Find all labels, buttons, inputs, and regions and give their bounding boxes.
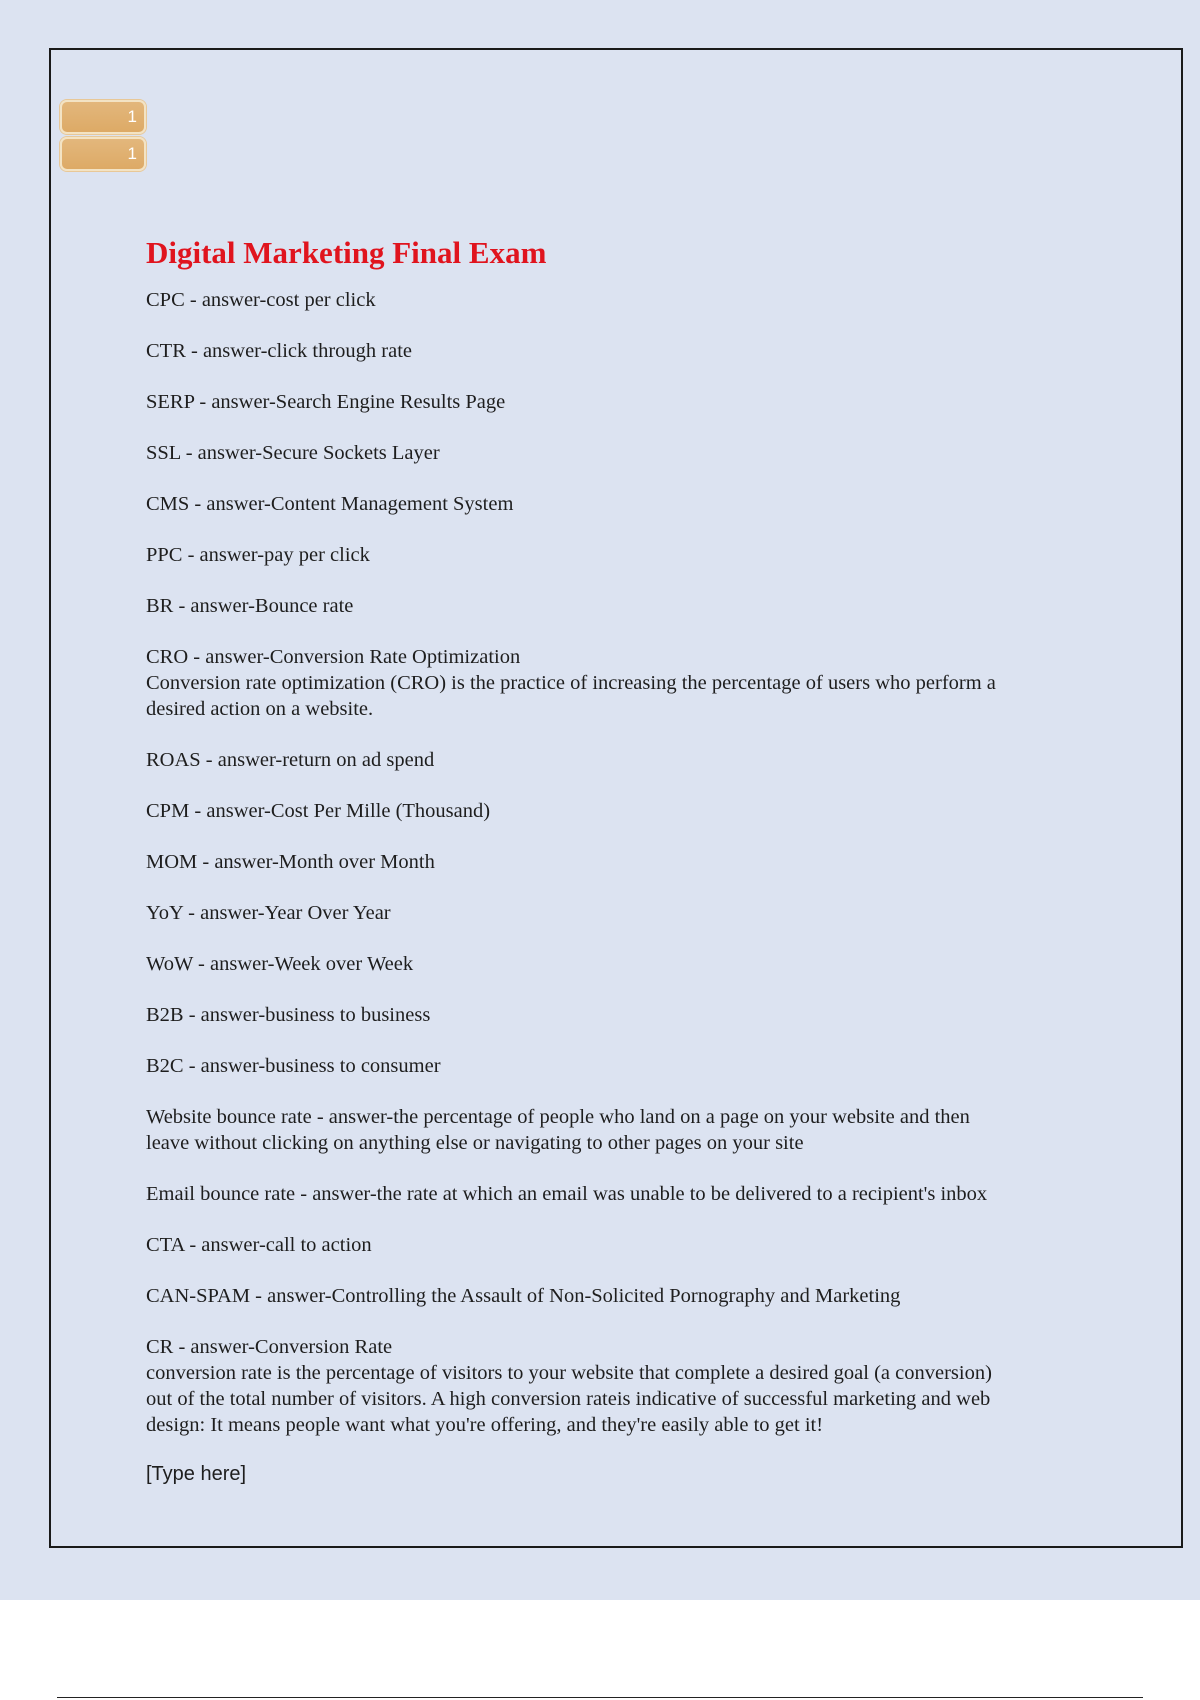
term-explanation-line: design: It means people want what you're offering, and they're easily able to get it! — [146, 1414, 824, 1436]
term-definition: WoW - answer-Week over Week — [146, 953, 414, 975]
term-definition: CMS - answer-Content Management System — [146, 493, 514, 515]
footer-rule — [57, 1697, 1143, 1698]
term-entry — [146, 1334, 1121, 1438]
term-entry — [146, 338, 1121, 364]
term-entry — [146, 440, 1121, 466]
document-page — [49, 48, 1183, 1548]
term-definition: CRO - answer-Conversion Rate Optimization — [146, 646, 521, 668]
term-list — [146, 287, 1121, 1438]
term-explanation-line: desired action on a website. — [146, 698, 374, 720]
term-entry — [146, 542, 1121, 568]
term-entry — [146, 951, 1121, 977]
term-entry — [146, 747, 1121, 773]
term-definition: BR - answer-Bounce rate — [146, 595, 354, 617]
term-definition: Email bounce rate - answer-the rate at which an email was unable to be delivered to a recipient's inbox — [146, 1183, 988, 1205]
term-entry — [146, 491, 1121, 517]
term-definition: SSL - answer-Secure Sockets Layer — [146, 442, 440, 464]
term-definition: YoY - answer-Year Over Year — [146, 902, 391, 924]
term-definition: SERP - answer-Search Engine Results Page — [146, 391, 506, 413]
term-explanation-line: Conversion rate optimization (CRO) is the practice of increasing the percentage of users who perform a — [146, 672, 996, 694]
term-entry — [146, 287, 1121, 313]
term-definition: B2C - answer-business to consumer — [146, 1055, 441, 1077]
term-definition: CR - answer-Conversion Rate — [146, 1336, 393, 1358]
term-entry — [146, 1232, 1121, 1258]
term-explanation-line: leave without clicking on anything else or navigating to other pages on your site — [146, 1132, 804, 1154]
term-definition: CPC - answer-cost per click — [146, 289, 376, 311]
term-entry — [146, 798, 1121, 824]
type-here-placeholder[interactable]: [Type here] — [146, 1463, 247, 1485]
term-explanation-line: conversion rate is the percentage of visitors to your website that complete a desired goal (a conversion) — [146, 1362, 992, 1384]
term-explanation-line: out of the total number of visitors. A high conversion rateis indicative of successful marketing and web — [146, 1388, 991, 1410]
term-entry — [146, 900, 1121, 926]
term-entry — [146, 593, 1121, 619]
page-number-badge: 1 — [60, 100, 146, 134]
term-definition: B2B - answer-business to business — [146, 1004, 431, 1026]
term-definition: CPM - answer-Cost Per Mille (Thousand) — [146, 800, 491, 822]
term-definition: Website bounce rate - answer-the percentage of people who land on a page on your website and then — [146, 1106, 970, 1128]
page-number-badges — [60, 100, 146, 174]
term-entry — [146, 1002, 1121, 1028]
term-definition: MOM - answer-Month over Month — [146, 851, 435, 873]
document-title: Digital Marketing Final Exam — [146, 235, 547, 270]
term-entry — [146, 1283, 1121, 1309]
term-entry — [146, 849, 1121, 875]
term-entry — [146, 1053, 1121, 1079]
term-entry — [146, 389, 1121, 415]
term-definition: ROAS - answer-return on ad spend — [146, 749, 435, 771]
document-content — [146, 233, 1121, 1487]
page-number-badge: 1 — [60, 137, 146, 171]
term-entry — [146, 1104, 1121, 1156]
term-entry — [146, 644, 1121, 722]
term-definition: CTA - answer-call to action — [146, 1234, 372, 1256]
term-definition: CTR - answer-click through rate — [146, 340, 412, 362]
term-definition: CAN-SPAM - answer-Controlling the Assault of Non-Solicited Pornography and Marketing — [146, 1285, 901, 1307]
term-entry — [146, 1181, 1121, 1207]
term-definition: PPC - answer-pay per click — [146, 544, 370, 566]
